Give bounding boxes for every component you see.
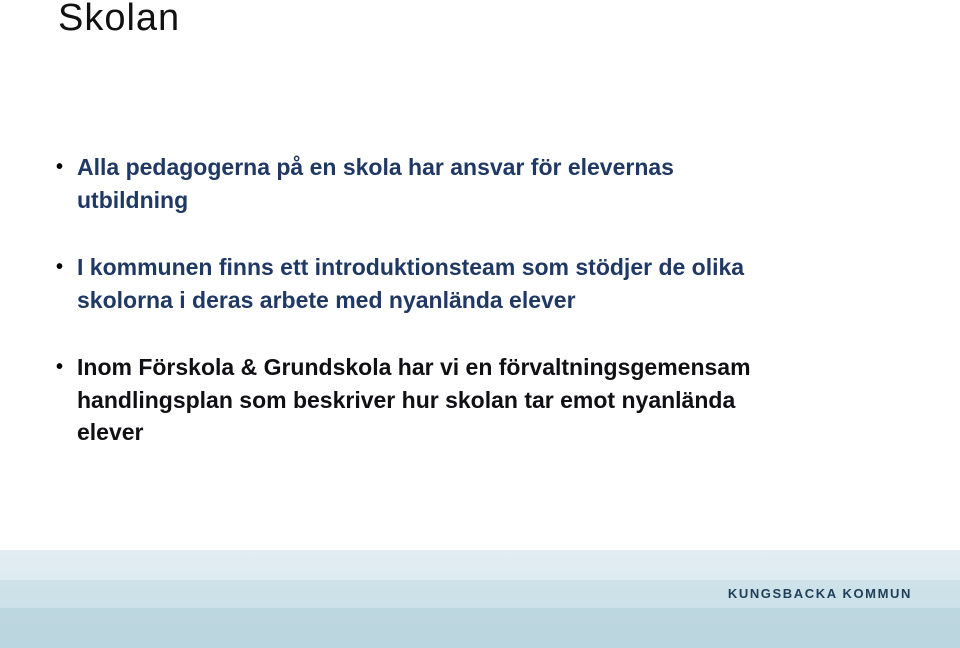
organization-logo: KUNGSBACKA KOMMUN [727, 586, 912, 601]
bullet-item-1 [56, 151, 936, 216]
bullet-1-line-2: utbildning [77, 186, 189, 213]
bullet-3-line-1: Inom Förskola & Grundskola har vi en förvaltningsgemensam [77, 354, 751, 380]
bullet-1-line-1: Alla pedagogerna på en skola har ansvar för elevernas [77, 154, 674, 180]
bullet-2-line-1: I kommunen finns ett introduktionsteam som stödjer de olika [77, 254, 745, 280]
bullet-2-line-2: skolorna i deras arbete med nyanlända elever [77, 286, 576, 313]
footer-band [0, 550, 960, 648]
bullet-3-line-3: elever [77, 419, 144, 445]
bullet-3-line-2: handlingsplan som beskriver hur skolan tar emot nyanlända [77, 386, 736, 413]
bullet-list [56, 151, 936, 484]
bullet-item-3 [56, 351, 936, 449]
footer-wave [0, 608, 960, 648]
bullet-item-2 [56, 251, 936, 316]
slide-title: Skolan [58, 0, 181, 39]
footer-wave [0, 550, 960, 580]
